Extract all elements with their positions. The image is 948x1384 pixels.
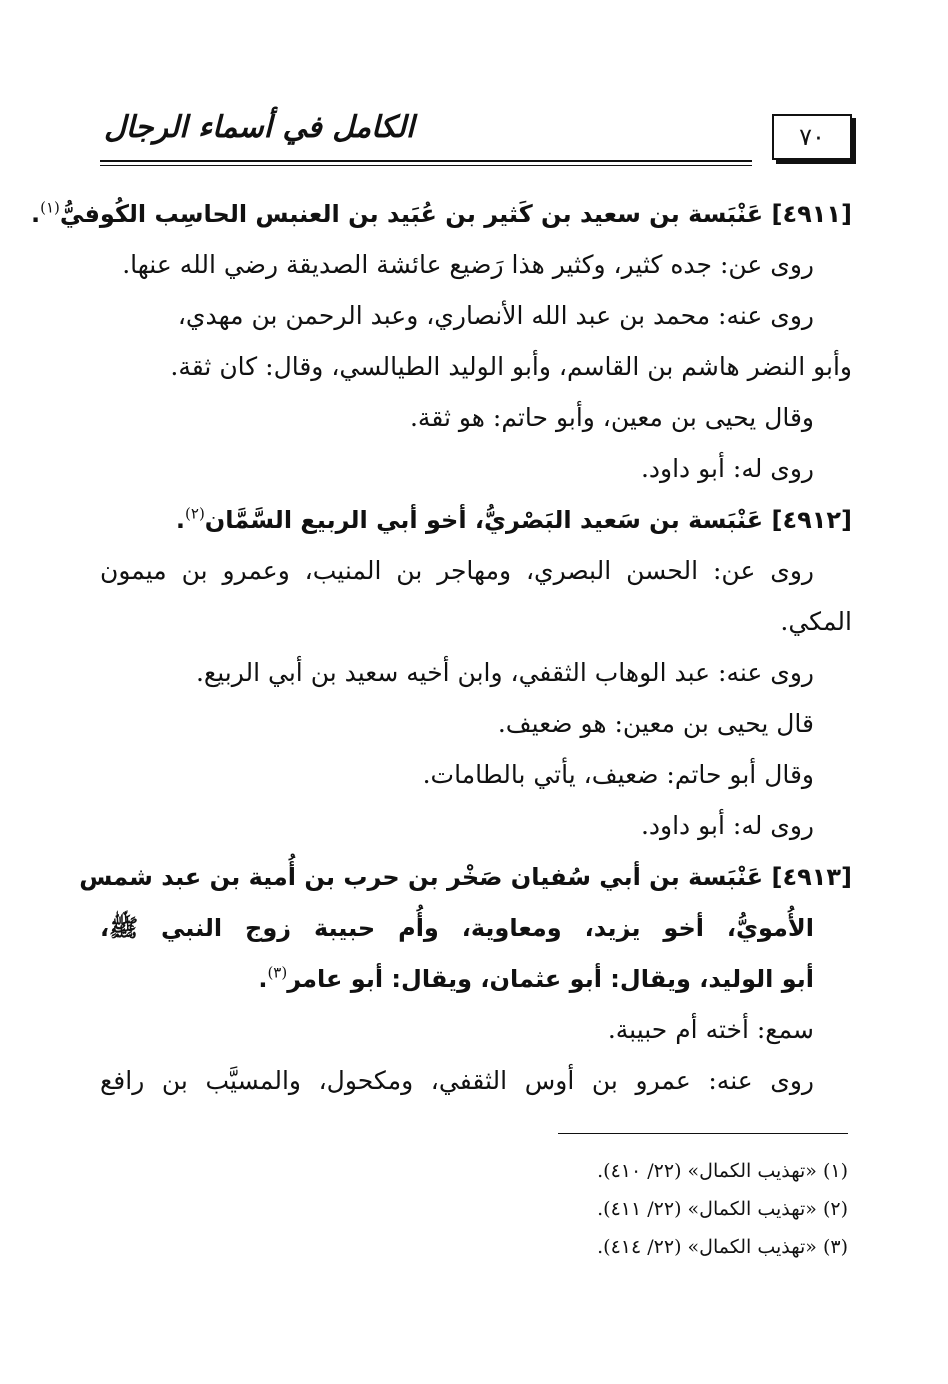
text-line	[100, 1004, 852, 1055]
footnote-separator	[558, 1133, 848, 1134]
text-line	[100, 698, 852, 749]
entry-heading-continued	[100, 902, 852, 953]
book-title: الكامل في أسماء الرجال	[104, 110, 415, 145]
main-text	[31, 188, 852, 1106]
text-line	[100, 290, 852, 341]
line-text: [٤٩١٢] عَنْبَسة بن سَعيد البَصْريُّ، أخو أبي الربيع السَّمَّان	[204, 506, 852, 534]
text-line	[100, 596, 852, 647]
line-text: وقال يحيى بن معين، وأبو حاتم: هو ثقة.	[409, 403, 814, 432]
text-line	[100, 749, 852, 800]
line-text: المكي.	[780, 607, 852, 636]
text-line	[100, 800, 852, 851]
text-line	[100, 1055, 852, 1106]
footnote-marker[interactable]: (٣)	[267, 963, 288, 982]
page-number: ٧٠	[772, 114, 852, 160]
line-text: روى له: أبو داود.	[640, 811, 814, 840]
text-line	[100, 545, 852, 596]
line-end-punctuation: .	[258, 965, 268, 993]
entry-heading	[79, 851, 852, 902]
line-end-punctuation: .	[175, 506, 186, 534]
biography-entry	[31, 188, 852, 494]
line-text: روى عنه: عمرو بن أوس الثقفي، ومكحول، والمسيَّب بن رافع	[100, 1066, 814, 1095]
text-line	[100, 443, 852, 494]
footnotes	[96, 1152, 848, 1266]
entry-heading	[31, 188, 852, 239]
line-text: روى عن: الحسن البصري، ومهاجر بن المنيب، وعمرو بن ميمون	[100, 556, 814, 585]
text-line	[100, 647, 852, 698]
header-rule	[100, 160, 752, 162]
text-line	[100, 392, 852, 443]
line-text: روى عنه: محمد بن عبد الله الأنصاري، وعبد الرحمن بن مهدي،	[177, 301, 814, 330]
footnote-item: (٢) «تهذيب الكمال» (٢٢/ ٤١١).	[597, 1198, 848, 1220]
biography-entry	[100, 494, 852, 851]
line-text: قال يحيى بن معين: هو ضعيف.	[497, 709, 814, 738]
line-text: وقال أبو حاتم: ضعيف، يأتي بالطامات.	[422, 760, 814, 789]
line-text: أبو الوليد، ويقال: أبو عثمان، ويقال: أبو عامر	[287, 965, 814, 993]
biography-entry	[79, 851, 852, 1106]
text-line	[100, 341, 852, 392]
footnote-item: (٣) «تهذيب الكمال» (٢٢/ ٤١٤).	[597, 1236, 848, 1258]
line-text: روى عنه: عبد الوهاب الثقفي، وابن أخيه سعيد بن أبي الربيع.	[195, 658, 814, 687]
footnote-marker[interactable]: (١)	[40, 198, 60, 217]
line-end-punctuation: .	[31, 200, 41, 228]
line-text: روى عن: جده كثير، وكثير هذا رَضيع عائشة الصديقة رضي الله عنها.	[122, 250, 814, 279]
line-text: الأُمويُّ، أخو يزيد، ومعاوية، وأُم حبيبة زوج النبي ﷺ،	[100, 914, 814, 942]
page-header	[100, 108, 852, 166]
line-text: سمع: أخته أم حبيبة.	[607, 1015, 814, 1044]
text-line	[100, 239, 852, 290]
footnote-marker[interactable]: (٢)	[185, 504, 205, 523]
line-text: [٤٩١١] عَنْبَسة بن سعيد بن كَثير بن عُبَيد بن العنبس الحاسِب الكُوفيُّ	[59, 200, 852, 228]
entry-heading-continued	[100, 953, 852, 1004]
entry-heading	[100, 494, 852, 545]
line-text: [٤٩١٣] عَنْبَسة بن أبي سُفيان صَخْر بن حرب بن أُمية بن عبد شمس	[79, 863, 852, 891]
footnote-item: (١) «تهذيب الكمال» (٢٢/ ٤١٠).	[597, 1160, 848, 1182]
line-text: روى له: أبو داود.	[640, 454, 814, 483]
header-rule-thin	[100, 165, 752, 166]
line-text: وأبو النضر هاشم بن القاسم، وأبو الوليد الطيالسي، وقال: كان ثقة.	[170, 352, 852, 381]
